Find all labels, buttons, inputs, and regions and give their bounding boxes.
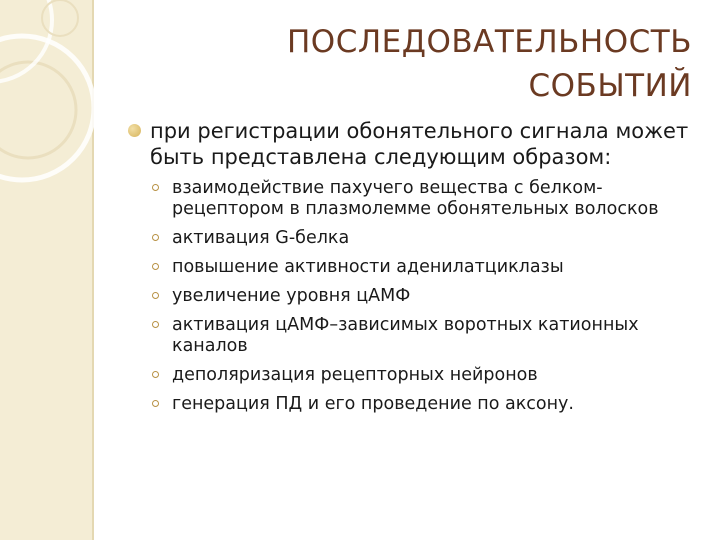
title-line-2: СОБЫТИЙ [528, 68, 692, 104]
main-bullet-text: при регистрации обонятельного сигнала может быть представлена следующим образом: [150, 119, 689, 169]
list-item [150, 286, 703, 307]
list-item [150, 178, 703, 220]
step-text: повышение активности аденилатциклазы [172, 257, 564, 277]
list-item [150, 315, 703, 357]
slide-content [128, 118, 703, 415]
list-item [150, 394, 703, 415]
step-text: активация цАМФ–зависимых воротных катионных каналов [172, 315, 639, 356]
round-bullet-icon [128, 124, 141, 137]
ring-bullet-icon [152, 234, 159, 241]
list-item [150, 228, 703, 249]
step-text: взаимодействие пахучего вещества с белком-рецептором в плазмолемме обонятельных волосков [172, 178, 659, 219]
ring-bullet-icon [152, 184, 159, 191]
step-text: деполяризация рецепторных нейронов [172, 365, 538, 385]
ring-bullet-icon [152, 321, 159, 328]
step-text: увеличение уровня цАМФ [172, 286, 411, 306]
step-text: генерация ПД и его проведение по аксону. [172, 394, 574, 414]
steps-list [128, 178, 703, 415]
ring-bullet-icon [152, 400, 159, 407]
ring-bullet-icon [152, 263, 159, 270]
step-text: активация G‑белка [172, 228, 350, 248]
ring-bullet-icon [152, 371, 159, 378]
title-line-1: ПОСЛЕДОВАТЕЛЬНОСТЬ [286, 24, 692, 60]
main-bullet-item [128, 118, 703, 170]
decorative-circles-icon [0, 0, 140, 200]
slide-title [132, 20, 692, 108]
list-item [150, 365, 703, 386]
list-item [150, 257, 703, 278]
ring-bullet-icon [152, 292, 159, 299]
